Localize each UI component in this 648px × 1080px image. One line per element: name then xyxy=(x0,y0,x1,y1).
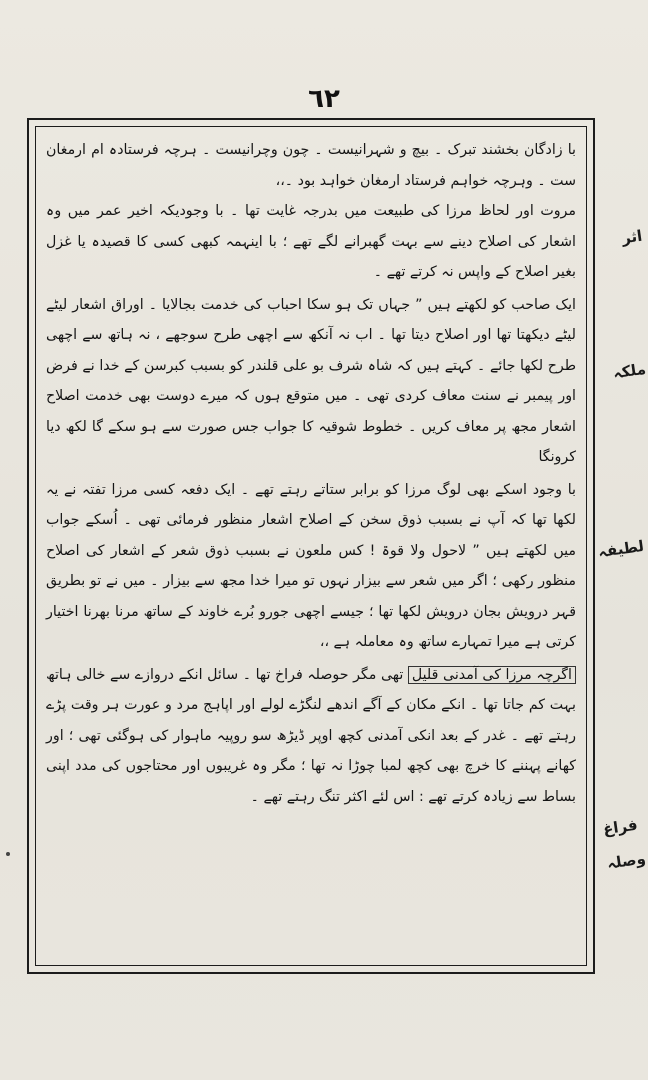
margin-note-generosity: فراغ xyxy=(602,815,640,839)
boxed-opening-words: اگرچہ مرزا کی آمدنی قلیل xyxy=(408,666,576,684)
margin-note-skill: ملکہ xyxy=(611,359,648,383)
paragraph-quote-ending: با زادگان بخشند تبرک ۔ بیچ و شہرانیست ۔ چون وچرانیست ۔ ہرچہ فرستادہ ام ارمغان ست ۔ وہرچہ خواہم فرستاد ارمغان خواہد بود ۔،، xyxy=(46,142,576,189)
paragraph-letter-excerpt: ایک صاحب کو لکھتے ہیں ” جہاں تک ہو سکا احباب کی خدمت بجالایا ۔ اوراق اشعار لیٹے لیٹے دیکھتا تھا اور اصلاح دیتا تھا ۔ اب نہ آنکھ سے اچھی طرح سوجھے ، نہ ہاتھ سے اچھی طرح لکھا جائے ۔ کہتے ہیں کہ شاہ شرف بو علی قلندر کو بسبب کبرسن کے خدا نے فرض اور پیمبر نے سنت معاف کردی تھی ۔ میں متوقع ہوں کہ میرے دوست بھی خدمت اصلاح اشعار مجھ پر معاف کریں ۔ خطوط شوقیہ کا جواب جس صورت سے ہو سکے گا لکھ دیا کرونگا xyxy=(46,296,576,465)
paragraph-courtesy: مروت اور لحاظ مرزا کی طبیعت میں بدرجہ غایت تھا ۔ با وجودیکہ اخیر عمر میں وہ اشعار کی اصلاح دینے سے بہت گھبرانے لگے تھے ؛ با اینہمہ کبھی کسی کا قصیدہ یا غزل بغیر اصلاح کے واپس نہ کرتے تھے ۔ xyxy=(46,203,576,280)
paragraph-generosity xyxy=(46,660,576,813)
margin-note-courage: وصلہ xyxy=(606,849,648,873)
margin-note-effect: اثر xyxy=(620,226,644,248)
text-frame xyxy=(35,126,587,966)
paragraph-generosity-text: تھی مگر حوصلہ فراخ تھا ۔ سائل انکے دروازے سے خالی ہاتھ بہت کم جاتا تھا ۔ انکے مکان کے آگے اندھے لنگڑے لولے اور اپاہج مرد و عورت ہر وقت پڑے رہتے تھے ۔ غدر کے بعد انکی آمدنی کچھ اوپر ڈیڑھ سو روپیہ ماہوار کی ہوگئی تھی ؛ اور کھانے پہننے کا خرچ بھی کچھ لمبا چوڑا نہ تھا ؛ مگر وہ غریبوں اور محتاجوں کی مدد اپنی بساط سے زیادہ کرتے تھے : اس لئے اکثر تنگ رہتے تھے ۔ xyxy=(46,666,576,805)
paper-speck xyxy=(6,852,10,856)
paragraph-anecdote: با وجود اسکے بھی لوگ مرزا کو برابر ستاتے رہتے تھے ۔ ایک دفعہ کسی مرزا تفتہ نے یہ لکھا تھا کہ آپ نے بسبب ذوق سخن کے اصلاح اشعار منظور فرمائی تھی ۔ اُسکے جواب میں لکھتے ہیں ” لاحول ولا قوۃ ! کس ملعون نے بسبب ذوق شعر کے اشعار کی اصلاح منظور رکھی ؛ اگر میں شعر سے بیزار نہوں تو میرا خدا مجھ سے بیزار ۔ میں نے تو بطریق قہر درویش بجان درویش لکھا تھا ؛ جیسے اچھی جورو بُرے خاوند کے ساتھ مرنا بھرنا اختیار کرتی ہے میرا تمہارے ساتھ وہ معاملہ ہے ،، xyxy=(46,481,576,650)
margin-note-anecdote: لطیفہ xyxy=(597,536,646,562)
page-number: ٦٢ xyxy=(308,84,340,114)
body-text xyxy=(46,135,576,812)
